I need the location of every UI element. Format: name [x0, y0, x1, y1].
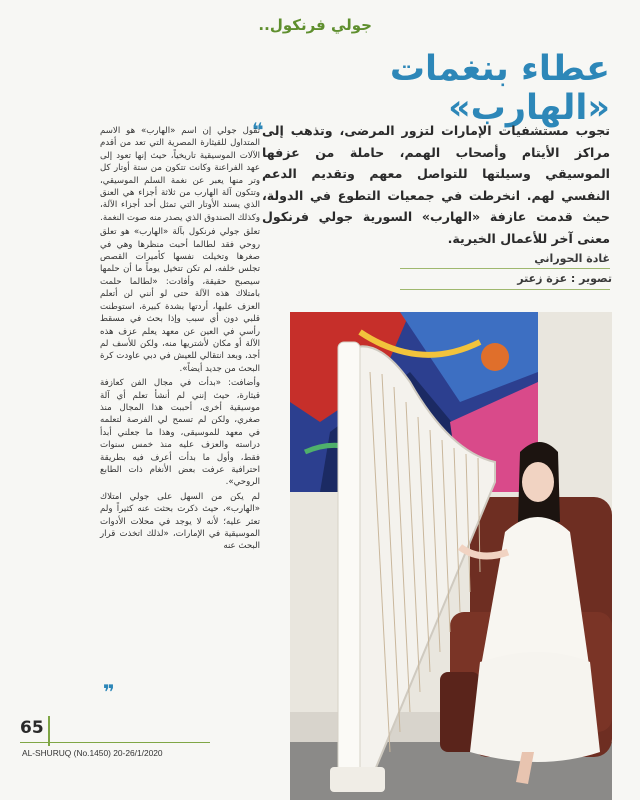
footer-divider [20, 742, 210, 743]
body-paragraph: وأضافت: «بدأت في مجال الفن كعازفة قيثارة، حيث إنني لم أنشأ تعلم أي آلة موسيقية أخرى، أحببت هذا المجال منذ صغري، ولكن لم تسمح لي الفرصة لتعلمه في معهد للموسيقى، وهذا ما جعلني أبدأ دراسته والعزف عليه منذ خمس سنوات فقط، وأول ما بدأت أعرف فيه بطريقة احترافية عرفت بعض الأنغام ذات الطابع الروحي». [100, 378, 260, 488]
harpist-photo [290, 312, 612, 800]
article-headline: عطاء بنغمات «الهارب» [389, 49, 610, 128]
magazine-issue: AL-SHURUQ (No.1450) 20-26/1/2020 [22, 748, 163, 758]
byline-divider [400, 268, 610, 269]
byline-divider [400, 289, 610, 290]
body-paragraph: لم يكن من السهل على جولي امتلاك «الهارب»، حيث ذكرت بحثت عنه كثيراً ولم تعثر عليه؛ لأنه لا يوجد في محلات الأدوات الموسيقية في الإمارات، «لذلك اتخذت قرار البحث عنه [100, 491, 260, 552]
author-byline: غادة الحوراني [534, 252, 610, 265]
article-kicker: جولي فرنكول.. [258, 16, 372, 34]
body-paragraph: تعلق جولي فرنكول بآلة «الهارب» هو تعلق روحي فقد لطالما أحبت منظرها وهي في صغرها وتخيلت نفسها كأميرات القصص تجلس خلفه، لم تكن تتخيل يوماً ما أن حلمها سيصبح حقيقة، وأفادت: «لطالما حلمت بامتلاك هذه الآلة حتى لو أنني لن أتعلم العزف عليها، أردتها بشدة كبيرة، استوطنت قلبي دون أي سبب وإذا بحث في مسقط رأسي في العين عن معهد يعلم عزف هذه الآلة أو مكان لأشتريها منه، ولكن للأسف لم أجد، وبعد انتقالي للعيش في دبي عاودت كرة البحث من جديد أيضاً». [100, 227, 260, 374]
article-intro: تجوب مستشفيات الإمارات لتزور المرضى، وتذهب إلى مراكز الأيتام وأصحاب الهمم، حاملة من عزفها الموسيقي وسيلتها للتواصل معهم وتقديم الدعم النفسي لهم. انخرطت في جمعيات التطوع في الدولة، حيث قدمت عازفة «الهارب» السورية جولي فرنكول معنى آخر للأعمال الخيرية. [262, 123, 610, 246]
body-paragraph: تقول جولي إن اسم «الهارب» هو الاسم المتداول للقيثارة المصرية التي تعد من أقدم الآلات الموسيقية تاريخياً، حيث إنها تعود إلى عهد الفراعنة وكانت تتكون من ستة أوتار كل وتر منها يعبر عن نغمة السلم الموسيقي، وتتكون آلة الهارب من ثلاثة أجزاء هي العنق الذي يسند الأوتار التي تمثل أحد أجزاء الآلة، وكذلك الصندوق الذي يصدر منه صوت النغمة. [100, 126, 260, 223]
page-number: 65 [20, 718, 44, 738]
quote-open-icon: ❝ [252, 118, 264, 142]
quote-close-icon: ❞ [103, 680, 115, 704]
article-body-column [100, 125, 260, 555]
photographer-credit: تصوير : عزة زعتر [517, 272, 612, 285]
